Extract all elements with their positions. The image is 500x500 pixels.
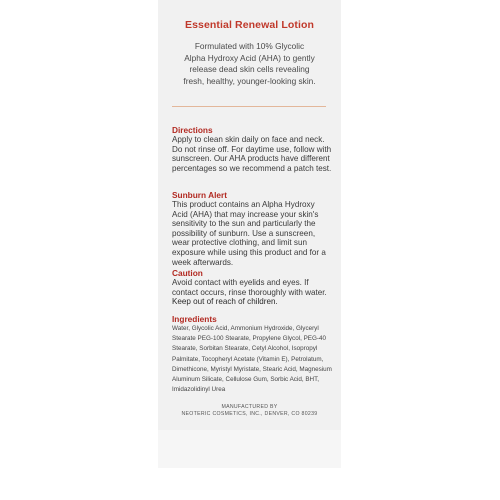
caution-heading: Caution [172,268,203,278]
caution-body: Avoid contact with eyelids and eyes. If contact occurs, rinse thoroughly with water. [172,278,327,297]
product-title: Essential Renewal Lotion [184,19,314,31]
intro-line: fresh, healthy, younger-looking skin. [183,76,316,87]
directions-section [172,125,332,173]
directions-text: Apply to clean skin daily on face and neck. Do not rinse off. For daytime use, follow with sunscreen. Our AHA products have different percentages so we recommend a patch test. [172,135,332,173]
product-intro [168,41,331,88]
manufacturer-address: NEOTERIC COSMETICS, INC., DENVER, CO 80239 [181,411,318,418]
manufacturer-info [158,404,341,418]
section-divider [172,106,326,107]
intro-line: Formulated with 10% Glycolic [194,41,305,51]
label-panel [158,0,341,468]
ingredients-section [172,314,332,395]
ingredients-list: Water, Glycolic Acid, Ammonium Hydroxide, Glyceryl Stearate PEG-100 Stearate, Propylene Glycol, PEG-40 Stearate, Sorbitan Stearate, Cetyl Alcohol, Isopropyl Palmitate, Tocopheryl Acetate (Vitamin E), Petrolatum, Dimethicone, Myristyl Myristate, Stearic Acid, Magnesium Aluminum Silicate, Cellulose Gum, Sorbic Acid, BHT, Imidazolidinyl Urea [172,325,332,394]
sunburn-alert-heading: Sunburn Alert [172,190,228,200]
panel-bottom-strip [158,430,341,468]
sunburn-alert-section [172,190,332,267]
caution-section [172,268,332,307]
manufacturer-line: MANUFACTURED BY [221,404,278,410]
directions-heading: Directions [172,125,213,135]
intro-line: Alpha Hydroxy Acid (AHA) to gently [184,52,315,63]
caution-emphasis: Keep out of reach of children. [172,297,278,307]
ingredients-heading: Ingredients [172,314,217,324]
intro-line: release dead skin cells revealing [189,64,310,75]
sunburn-alert-text: This product contains an Alpha Hydroxy Acid (AHA) that may increase your skin's sensitivity to the sun and particularly the possibility of sunburn. Use a sunscreen, wear protective clothing, and limit sun exposure while using this product and for a week afterwards. [172,200,326,267]
caution-text [172,278,332,307]
